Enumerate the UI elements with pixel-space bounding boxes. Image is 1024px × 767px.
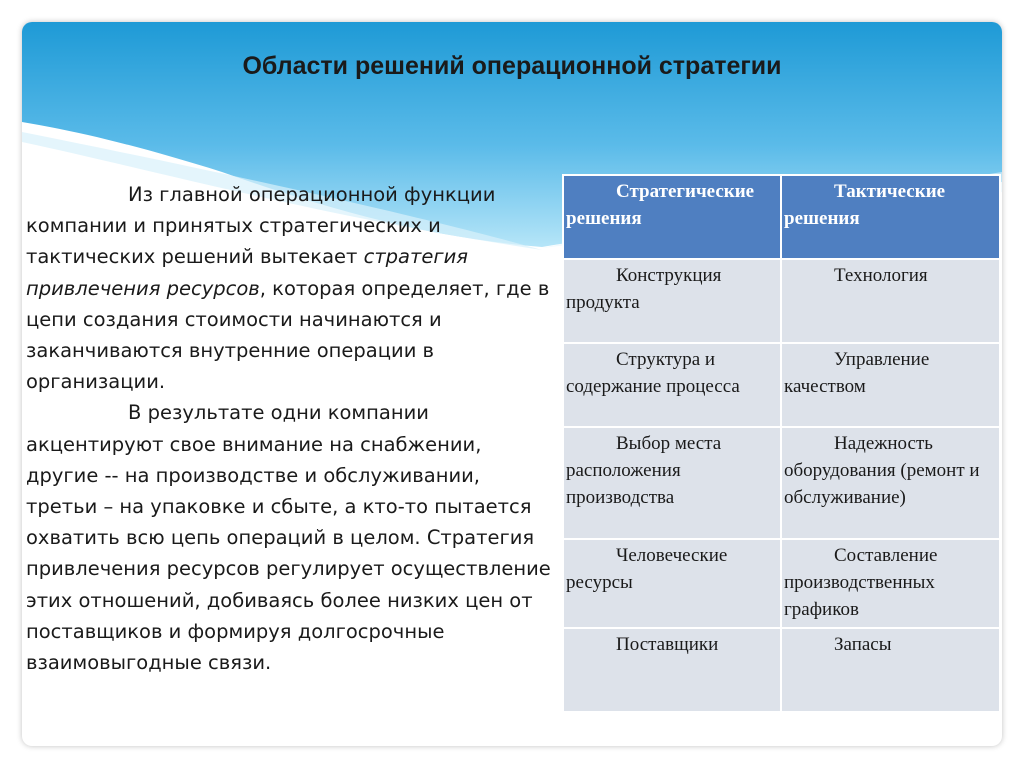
paragraph-1-part1: Из главной операционной функции компании и принятых стратегических и тактических решений вытекает <box>26 183 496 269</box>
paragraph-1-part2: , которая определяет, где в цепи создания стоимости начинаются и заканчиваются внутренние операции в организации. <box>26 276 550 394</box>
table-cell: Конструкция продукта <box>563 259 781 343</box>
table-cell: Человеческие ресурсы <box>563 539 781 628</box>
header-tactical: Тактические решения <box>781 175 1000 259</box>
table-row <box>563 539 1000 628</box>
paragraph-2-text: В результате одни компании акцентируют свое внимание на снабжении, другие -- на производстве и обслуживании, третьи – на упаковке и сбыте, а кто-то пытается охватить всю цепь операций в целом. Стратегия привлечения ресурсов регулирует осуществление этих отношений, добиваясь более низких цен от поставщиков и формируя долгосрочные взаимовыгодные связи. <box>26 401 551 675</box>
slide-title: Области решений операционной стратегии <box>242 52 782 80</box>
table-header-row <box>563 175 1000 259</box>
table-row <box>563 427 1000 539</box>
paragraph-1-emphasis: стратегия привлечения ресурсов <box>26 245 469 300</box>
table-row <box>563 628 1000 712</box>
table-cell: Составление производственных графиков <box>781 539 1000 628</box>
table-cell: Поставщики <box>563 628 781 712</box>
slide <box>22 22 1002 746</box>
table-cell: Структура и содержание процесса <box>563 343 781 427</box>
header-strategic: Стратегические решения <box>563 175 781 259</box>
table-row <box>563 343 1000 427</box>
table-cell: Надежность оборудования (ремонт и обслуживание) <box>781 427 1000 539</box>
table-cell: Запасы <box>781 628 1000 712</box>
paragraph-1 <box>26 179 556 397</box>
body-text <box>26 179 556 678</box>
table-cell: Выбор места расположения производства <box>563 427 781 539</box>
decisions-table <box>562 174 1001 713</box>
table-row <box>563 259 1000 343</box>
paragraph-2 <box>26 397 556 678</box>
table-cell: Управление качеством <box>781 343 1000 427</box>
table-cell: Технология <box>781 259 1000 343</box>
